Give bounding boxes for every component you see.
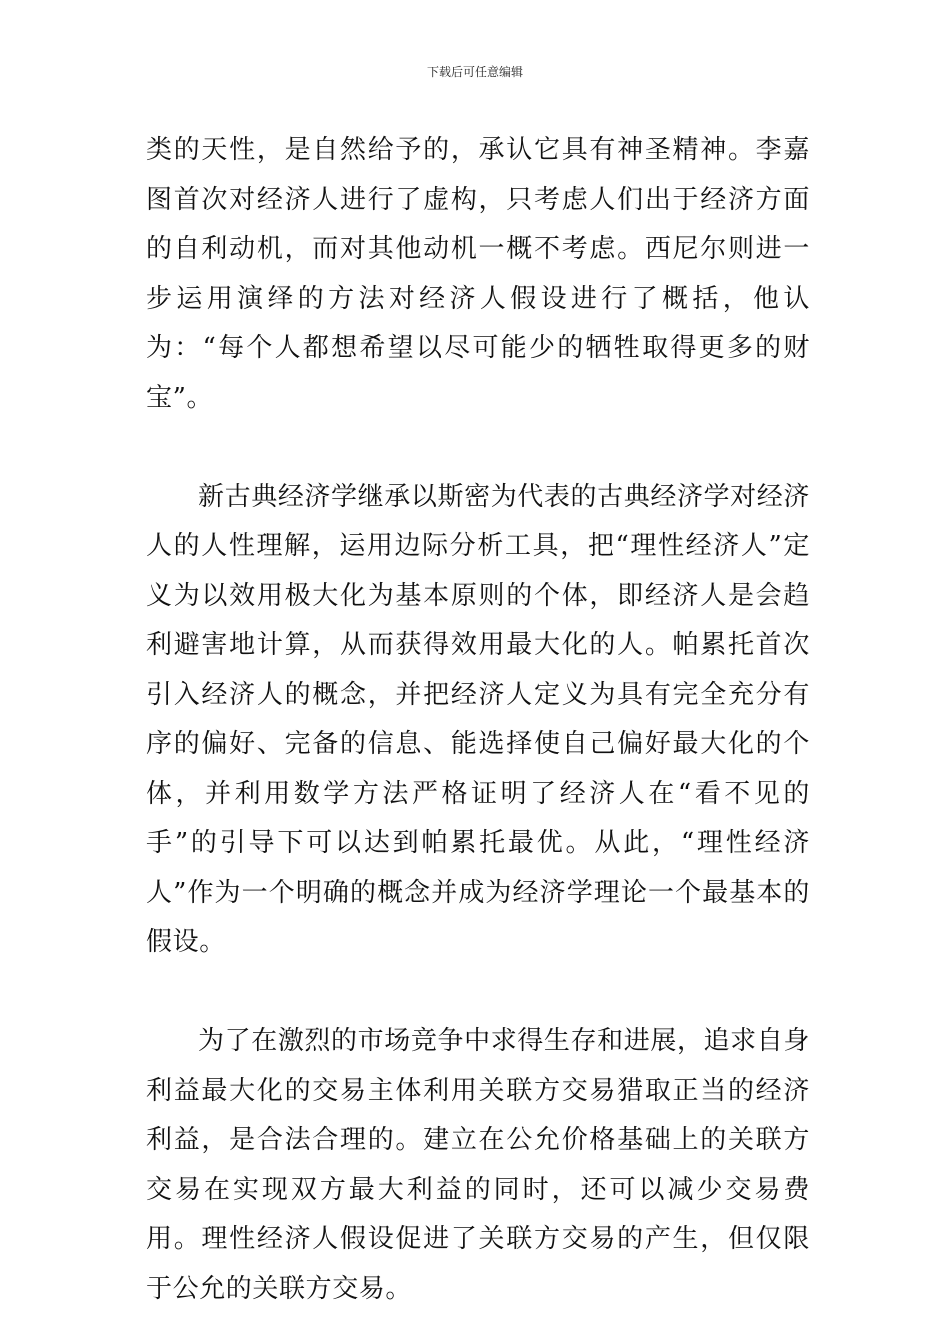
document-body — [146, 126, 810, 1314]
paragraph-related-party: 为了在激烈的市场竞争中求得生存和进展，追求自身利益最大化的交易主体利用关联方交易猎取正当的经济利益，是合法合理的。建立在公允价格基础上的关联方交易在实现双方最大利益的同时，还可以减少交易费用。理性经济人假设促进了关联方交易的产生，但仅限于公允的关联方交易。 — [146, 1026, 810, 1304]
paragraph-continuation: 类的天性，是自然给予的，承认它具有神圣精神。李嘉图首次对经济人进行了虚构，只考虑人们出于经济方面的自利动机，而对其他动机一概不考虑。西尼尔则进一步运用演绎的方法对经济人假设进行了概括，他认为：“每个人都想希望以尽可能少的牺牲取得更多的财宝”。 — [146, 135, 810, 413]
paragraph-neoclassical: 新古典经济学继承以斯密为代表的古典经济学对经济人的人性理解，运用边际分析工具，把“理性经济人”定义为以效用极大化为基本原则的个体，即经济人是会趋利避害地计算，从而获得效用最大化的人。帕累托首次引入经济人的概念，并把经济人定义为具有完全充分有序的偏好、完备的信息、能选择使自己偏好最大化的个体，并利用数学方法严格证明了经济人在“看不见的手”的引导下可以达到帕累托最优。从此，“理性经济人”作为一个明确的概念并成为经济学理论一个最基本的假设。 — [146, 481, 810, 957]
page-header-note: 下载后可任意编辑 — [426, 65, 523, 79]
